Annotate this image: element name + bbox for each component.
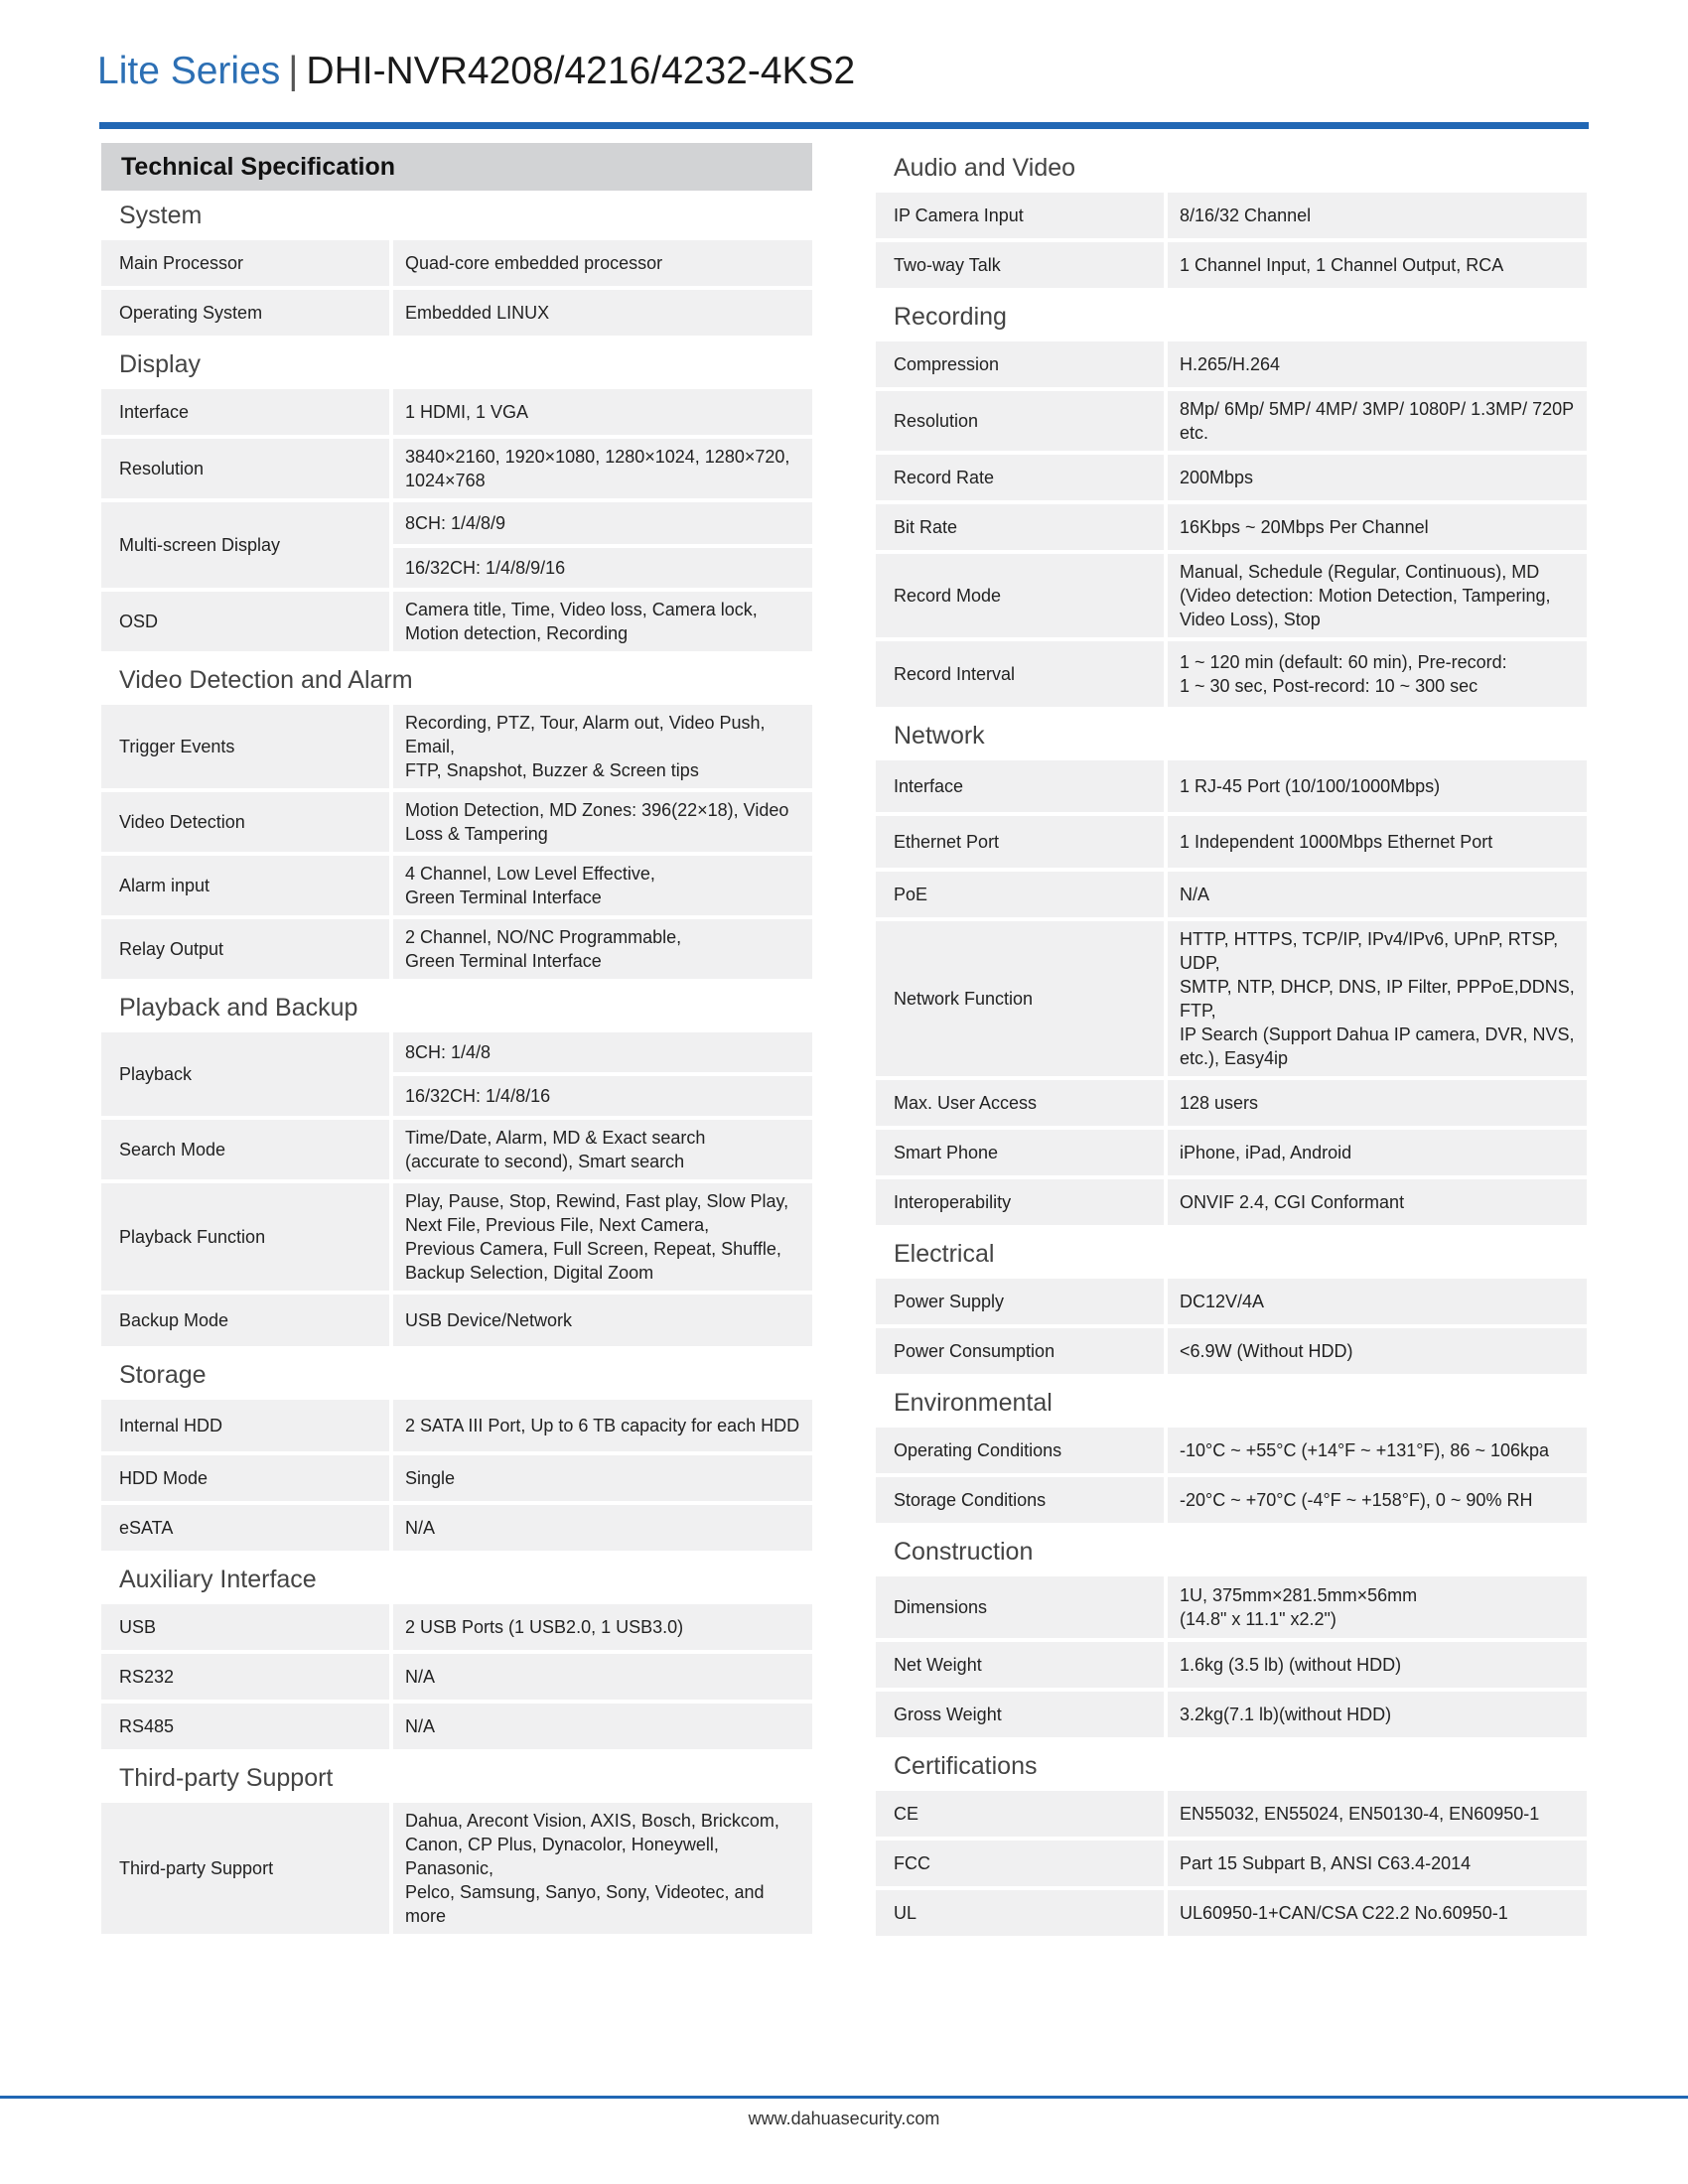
section-title: Video Detection and Alarm [119, 666, 413, 694]
spec-value: Part 15 Subpart B, ANSI C63.4-2014 [1168, 1841, 1587, 1886]
spec-values [393, 1803, 812, 1934]
spec-values [393, 502, 812, 588]
spec-key: Internal HDD [101, 1400, 389, 1451]
spec-value: UL60950-1+CAN/CSA C22.2 No.60950-1 [1168, 1890, 1587, 1936]
spec-values [393, 919, 812, 979]
spec-row [101, 1183, 812, 1291]
spec-row [876, 760, 1587, 812]
spec-row [876, 921, 1587, 1076]
spec-value: Dahua, Arecont Vision, AXIS, Bosch, Brickcom, Canon, CP Plus, Dynacolor, Honeywell, Panasonic, Pelco, Samsung, Sanyo, Sony, Videotec, and more [393, 1803, 812, 1934]
spec-values [1168, 1080, 1587, 1126]
spec-values [393, 439, 812, 498]
spec-key: Net Weight [876, 1642, 1164, 1688]
header-rule [99, 122, 1589, 129]
spec-values [1168, 455, 1587, 500]
section-title: Construction [894, 1538, 1034, 1566]
spec-values [1168, 1841, 1587, 1886]
spec-values [1168, 242, 1587, 288]
spec-value: Recording, PTZ, Tour, Alarm out, Video Push, Email, FTP, Snapshot, Buzzer & Screen tips [393, 705, 812, 788]
section-title: Audio and Video [894, 154, 1076, 182]
spec-row [101, 1803, 812, 1934]
spec-value: 1 Channel Input, 1 Channel Output, RCA [1168, 242, 1587, 288]
spec-value: DC12V/4A [1168, 1279, 1587, 1324]
spec-values [1168, 1279, 1587, 1324]
spec-row [876, 1576, 1587, 1638]
spec-row [876, 1179, 1587, 1225]
spec-values [1168, 816, 1587, 868]
spec-value: 4 Channel, Low Level Effective, Green Terminal Interface [393, 856, 812, 915]
spec-row [876, 1890, 1587, 1936]
spec-row [876, 816, 1587, 868]
left-column [101, 143, 812, 1938]
series-name: Lite Series [97, 50, 281, 92]
spec-key: Backup Mode [101, 1295, 389, 1346]
footer-url: www.dahuasecurity.com [748, 2109, 940, 2128]
spec-values [393, 1654, 812, 1700]
spec-values [1168, 1890, 1587, 1936]
spec-row [876, 504, 1587, 550]
spec-row [101, 290, 812, 336]
spec-value: Motion Detection, MD Zones: 396(22×18), Video Loss & Tampering [393, 792, 812, 852]
spec-values [393, 592, 812, 651]
spec-row [101, 1455, 812, 1501]
section-title: Network [894, 722, 985, 750]
spec-row [101, 389, 812, 435]
spec-row [101, 502, 812, 588]
spec-value: H.265/H.264 [1168, 341, 1587, 387]
spec-row [101, 592, 812, 651]
spec-value: 3.2kg(7.1 lb)(without HDD) [1168, 1692, 1587, 1737]
spec-values [1168, 872, 1587, 917]
spec-row [101, 1604, 812, 1650]
spec-value: 1 HDMI, 1 VGA [393, 389, 812, 435]
spec-key: HDD Mode [101, 1455, 389, 1501]
spec-value: 8CH: 1/4/8 [393, 1032, 812, 1072]
spec-key: FCC [876, 1841, 1164, 1886]
spec-key: Video Detection [101, 792, 389, 852]
spec-key: USB [101, 1604, 389, 1650]
spec-value: N/A [393, 1704, 812, 1749]
spec-key: Two-way Talk [876, 242, 1164, 288]
spec-value: 3840×2160, 1920×1080, 1280×1024, 1280×720, 1024×768 [393, 439, 812, 498]
spec-key: Resolution [876, 391, 1164, 451]
spec-values [393, 1183, 812, 1291]
spec-values [393, 290, 812, 336]
spec-value: 1U, 375mm×281.5mm×56mm (14.8" x 11.1" x2.2") [1168, 1576, 1587, 1638]
spec-value: Manual, Schedule (Regular, Continuous), MD (Video detection: Motion Detection, Tampering, Video Loss), Stop [1168, 554, 1587, 637]
spec-values [1168, 1428, 1587, 1473]
spec-value: Play, Pause, Stop, Rewind, Fast play, Slow Play, Next File, Previous File, Next Camera, Previous Camera, Full Screen, Repeat, Shuffle, Backup Selection, Digital Zoom [393, 1183, 812, 1291]
spec-row [101, 705, 812, 788]
spec-value: Camera title, Time, Video loss, Camera lock, Motion detection, Recording [393, 592, 812, 651]
spec-row [876, 1328, 1587, 1374]
spec-row [101, 1704, 812, 1749]
spec-row [876, 1791, 1587, 1837]
spec-value: N/A [1168, 872, 1587, 917]
spec-key: Playback [101, 1032, 389, 1116]
spec-value: EN55032, EN55024, EN50130-4, EN60950-1 [1168, 1791, 1587, 1837]
spec-values [1168, 193, 1587, 238]
spec-values [393, 389, 812, 435]
spec-key: eSATA [101, 1505, 389, 1551]
spec-row [876, 554, 1587, 637]
spec-values [393, 1295, 812, 1346]
spec-row [101, 792, 812, 852]
section-title: Playback and Backup [119, 994, 358, 1022]
spec-key: Interface [876, 760, 1164, 812]
spec-row [876, 193, 1587, 238]
spec-key: Resolution [101, 439, 389, 498]
spec-values [1168, 1477, 1587, 1523]
spec-value: Quad-core embedded processor [393, 240, 812, 286]
spec-key: Gross Weight [876, 1692, 1164, 1737]
spec-key: Power Supply [876, 1279, 1164, 1324]
spec-value: Time/Date, Alarm, MD & Exact search (accurate to second), Smart search [393, 1120, 812, 1179]
header-separator: | [288, 50, 299, 92]
spec-row [101, 1032, 812, 1116]
section-title: Recording [894, 303, 1007, 331]
spec-row [876, 391, 1587, 451]
spec-values [1168, 1692, 1587, 1737]
spec-values [393, 856, 812, 915]
spec-values [393, 705, 812, 788]
spec-row [101, 1120, 812, 1179]
spec-row [876, 1841, 1587, 1886]
spec-row [876, 341, 1587, 387]
spec-values [1168, 1791, 1587, 1837]
model-name: DHI-NVR4208/4216/4232-4KS2 [306, 50, 856, 92]
spec-key: Compression [876, 341, 1164, 387]
spec-key: Max. User Access [876, 1080, 1164, 1126]
spec-values [393, 1505, 812, 1551]
spec-values [1168, 1642, 1587, 1688]
spec-value: Single [393, 1455, 812, 1501]
spec-key: Record Rate [876, 455, 1164, 500]
spec-value: <6.9W (Without HDD) [1168, 1328, 1587, 1374]
spec-value: 128 users [1168, 1080, 1587, 1126]
spec-key: Trigger Events [101, 705, 389, 788]
spec-row [876, 1130, 1587, 1175]
section-title: Auxiliary Interface [119, 1566, 317, 1593]
spec-key: Operating System [101, 290, 389, 336]
spec-row [101, 1295, 812, 1346]
section-title: Electrical [894, 1240, 995, 1268]
spec-values [1168, 1130, 1587, 1175]
spec-key: Bit Rate [876, 504, 1164, 550]
section-title: Storage [119, 1361, 207, 1389]
spec-values [393, 1704, 812, 1749]
right-column [876, 143, 1587, 1940]
spec-value: ONVIF 2.4, CGI Conformant [1168, 1179, 1587, 1225]
spec-values [1168, 1179, 1587, 1225]
spec-row [876, 1279, 1587, 1324]
spec-values [393, 792, 812, 852]
spec-value: 2 SATA III Port, Up to 6 TB capacity for each HDD [393, 1400, 812, 1451]
spec-key: RS485 [101, 1704, 389, 1749]
spec-values [1168, 504, 1587, 550]
spec-value: 8/16/32 Channel [1168, 193, 1587, 238]
spec-value: 8CH: 1/4/8/9 [393, 502, 812, 544]
spec-values [393, 1455, 812, 1501]
spec-value: HTTP, HTTPS, TCP/IP, IPv4/IPv6, UPnP, RTSP, UDP, SMTP, NTP, DHCP, DNS, IP Filter, PPPoE,DDNS, FTP, IP Search (Support Dahua IP camera, DVR, NVS, etc.), Easy4ip [1168, 921, 1587, 1076]
spec-key: Storage Conditions [876, 1477, 1164, 1523]
spec-key: Multi-screen Display [101, 502, 389, 588]
section-title: Certifications [894, 1752, 1038, 1780]
spec-value: 1 ~ 120 min (default: 60 min), Pre-record: 1 ~ 30 sec, Post-record: 10 ~ 300 sec [1168, 641, 1587, 707]
spec-key: Relay Output [101, 919, 389, 979]
spec-values [1168, 1328, 1587, 1374]
spec-row [101, 439, 812, 498]
spec-row [876, 641, 1587, 707]
spec-row [101, 919, 812, 979]
spec-key: Main Processor [101, 240, 389, 286]
spec-key: Interface [101, 389, 389, 435]
section-title: Environmental [894, 1389, 1053, 1417]
spec-key: RS232 [101, 1654, 389, 1700]
spec-values [393, 1120, 812, 1179]
spec-key: UL [876, 1890, 1164, 1936]
spec-row [876, 1477, 1587, 1523]
spec-values [1168, 921, 1587, 1076]
page-header [97, 50, 855, 93]
spec-value: 1.6kg (3.5 lb) (without HDD) [1168, 1642, 1587, 1688]
spec-value: 200Mbps [1168, 455, 1587, 500]
section-title: System [119, 202, 203, 229]
spec-key: PoE [876, 872, 1164, 917]
spec-value: 16/32CH: 1/4/8/16 [393, 1076, 812, 1116]
spec-row [101, 1654, 812, 1700]
spec-values [393, 1032, 812, 1116]
spec-key: Search Mode [101, 1120, 389, 1179]
spec-value: N/A [393, 1505, 812, 1551]
spec-values [393, 1604, 812, 1650]
spec-values [393, 240, 812, 286]
spec-row [876, 1642, 1587, 1688]
spec-value: -10°C ~ +55°C (+14°F ~ +131°F), 86 ~ 106kpa [1168, 1428, 1587, 1473]
spec-row [876, 1080, 1587, 1126]
spec-key: CE [876, 1791, 1164, 1837]
spec-row [101, 240, 812, 286]
spec-key: Power Consumption [876, 1328, 1164, 1374]
spec-key: Network Function [876, 921, 1164, 1076]
spec-values [1168, 641, 1587, 707]
spec-row [876, 872, 1587, 917]
spec-values [1168, 760, 1587, 812]
spec-value: 16/32CH: 1/4/8/9/16 [393, 548, 812, 588]
spec-value: 1 Independent 1000Mbps Ethernet Port [1168, 816, 1587, 868]
spec-key: IP Camera Input [876, 193, 1164, 238]
spec-key: Dimensions [876, 1576, 1164, 1638]
spec-values [1168, 341, 1587, 387]
spec-key: Interoperability [876, 1179, 1164, 1225]
spec-key: Operating Conditions [876, 1428, 1164, 1473]
footer-rule [0, 2096, 1688, 2099]
spec-key: Third-party Support [101, 1803, 389, 1934]
section-title: Third-party Support [119, 1764, 334, 1792]
spec-values [393, 1400, 812, 1451]
spec-value: 1 RJ-45 Port (10/100/1000Mbps) [1168, 760, 1587, 812]
spec-value: Embedded LINUX [393, 290, 812, 336]
spec-key: Alarm input [101, 856, 389, 915]
spec-row [101, 856, 812, 915]
spec-value: -20°C ~ +70°C (-4°F ~ +158°F), 0 ~ 90% RH [1168, 1477, 1587, 1523]
spec-row [101, 1400, 812, 1451]
spec-values [1168, 1576, 1587, 1638]
spec-value: 2 USB Ports (1 USB2.0, 1 USB3.0) [393, 1604, 812, 1650]
spec-value: 8Mp/ 6Mp/ 5MP/ 4MP/ 3MP/ 1080P/ 1.3MP/ 720P etc. [1168, 391, 1587, 451]
spec-value: N/A [393, 1654, 812, 1700]
spec-value: 2 Channel, NO/NC Programmable, Green Terminal Interface [393, 919, 812, 979]
spec-value: 16Kbps ~ 20Mbps Per Channel [1168, 504, 1587, 550]
spec-key: Ethernet Port [876, 816, 1164, 868]
spec-key: Playback Function [101, 1183, 389, 1291]
left-sections [101, 191, 812, 1934]
spec-key: Record Mode [876, 554, 1164, 637]
right-sections [876, 143, 1587, 1936]
spec-value: USB Device/Network [393, 1295, 812, 1346]
spec-row [876, 1692, 1587, 1737]
spec-row [101, 1505, 812, 1551]
spec-banner: Technical Specification [101, 143, 812, 191]
spec-key: OSD [101, 592, 389, 651]
spec-key: Record Interval [876, 641, 1164, 707]
spec-row [876, 1428, 1587, 1473]
spec-values [1168, 391, 1587, 451]
spec-values [1168, 554, 1587, 637]
spec-value: iPhone, iPad, Android [1168, 1130, 1587, 1175]
spec-key: Smart Phone [876, 1130, 1164, 1175]
spec-row [876, 242, 1587, 288]
spec-row [876, 455, 1587, 500]
section-title: Display [119, 350, 201, 378]
